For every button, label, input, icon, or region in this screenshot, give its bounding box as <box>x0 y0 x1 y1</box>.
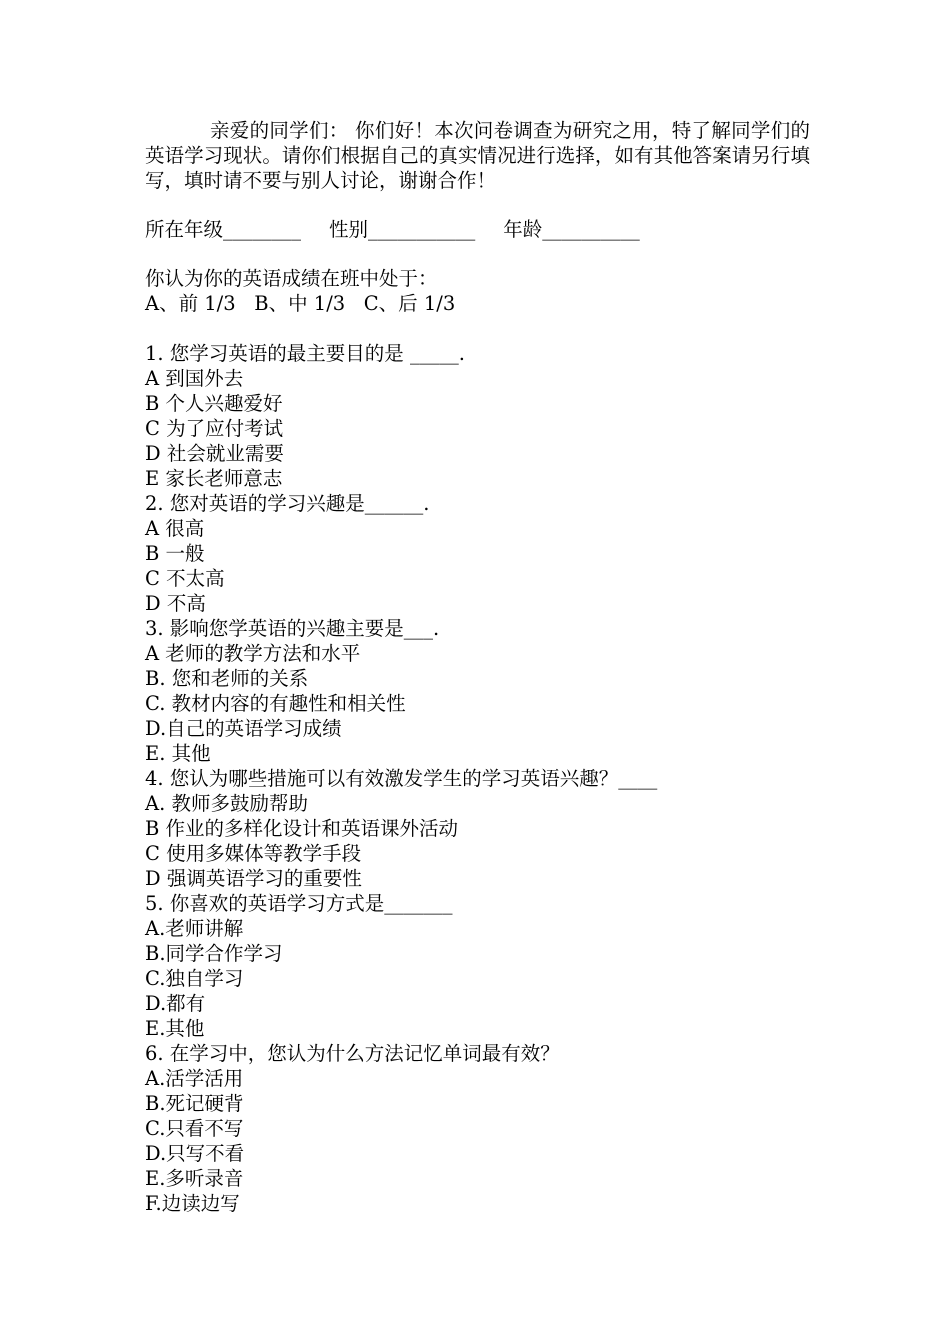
question-5-option[interactable]: E.其他 <box>145 1017 205 1040</box>
question-3-option[interactable]: C. 教材内容的有趣性和相关性 <box>145 692 406 715</box>
question-6-option[interactable]: A.活学活用 <box>145 1067 244 1090</box>
question-5-option[interactable]: B.同学合作学习 <box>145 942 283 965</box>
question-2-option[interactable]: C 不太高 <box>145 567 225 590</box>
grade-field[interactable]: 所在年级________ <box>145 218 302 241</box>
question-5-option[interactable]: C.独自学习 <box>145 967 244 990</box>
question-4-option[interactable]: A. 教师多鼓励帮助 <box>145 792 308 815</box>
question-3-option[interactable]: E. 其他 <box>145 742 211 765</box>
question-6-option[interactable]: F.边读边写 <box>145 1192 240 1215</box>
question-1-option[interactable]: D 社会就业需要 <box>145 442 284 465</box>
question-2-option[interactable]: A 很高 <box>145 517 205 540</box>
rank-options[interactable]: A、前 1/3 B、中 1/3 C、后 1/3 <box>145 292 456 315</box>
rank-question <box>145 266 810 316</box>
question-1-option[interactable]: E 家长老师意志 <box>145 467 283 490</box>
question-4-option[interactable]: D 强调英语学习的重要性 <box>145 867 362 890</box>
rank-question-text: 你认为你的英语成绩在班中处于： <box>145 267 438 290</box>
question-6-option[interactable]: B.死记硬背 <box>145 1092 244 1115</box>
question-6-text: 6. 在学习中，您认为什么方法记忆单词最有效？ <box>145 1042 560 1065</box>
question-2-option[interactable]: D 不高 <box>145 592 206 615</box>
question-1-text: 1. 您学习英语的最主要目的是 _____. <box>145 342 465 365</box>
question-4-option[interactable]: B 作业的多样化设计和英语课外活动 <box>145 817 459 840</box>
question-5-option[interactable]: D.都有 <box>145 992 206 1015</box>
question-1-option[interactable]: A 到国外去 <box>145 367 244 390</box>
question-1-option[interactable]: B 个人兴趣爱好 <box>145 392 283 415</box>
question-3-option[interactable]: A 老师的教学方法和水平 <box>145 642 361 665</box>
question-3-option[interactable]: B. 您和老师的关系 <box>145 667 309 690</box>
question-4-text: 4. 您认为哪些措施可以有效激发学生的学习英语兴趣？____ <box>145 767 658 790</box>
questionnaire-page <box>145 118 810 1216</box>
question-3-text: 3. 影响您学英语的兴趣主要是___. <box>145 617 440 640</box>
question-3-option[interactable]: D.自己的英语学习成绩 <box>145 717 342 740</box>
question-5-text: 5. 你喜欢的英语学习方式是_______ <box>145 892 453 915</box>
question-4-option[interactable]: C 使用多媒体等教学手段 <box>145 842 362 865</box>
question-list <box>145 341 810 1216</box>
age-field[interactable]: 年龄__________ <box>503 218 640 241</box>
question-6-option[interactable]: E.多听录音 <box>145 1167 244 1190</box>
question-6-option[interactable]: D.只写不看 <box>145 1142 245 1165</box>
question-5-option[interactable]: A.老师讲解 <box>145 917 244 940</box>
intro-paragraph: 亲爱的同学们： 你们好！本次问卷调查为研究之用，特了解同学们的英语学习现状。请你们根据自己的真实情况进行选择，如有其他答案请另行填写，填时请不要与别人讨论，谢谢合作！ <box>145 119 810 192</box>
question-2-text: 2. 您对英语的学习兴趣是______. <box>145 492 430 515</box>
personal-info-line <box>145 217 810 242</box>
question-6-option[interactable]: C.只看不写 <box>145 1117 244 1140</box>
gender-field[interactable]: 性别___________ <box>329 218 476 241</box>
question-2-option[interactable]: B 一般 <box>145 542 205 565</box>
question-1-option[interactable]: C 为了应付考试 <box>145 417 284 440</box>
